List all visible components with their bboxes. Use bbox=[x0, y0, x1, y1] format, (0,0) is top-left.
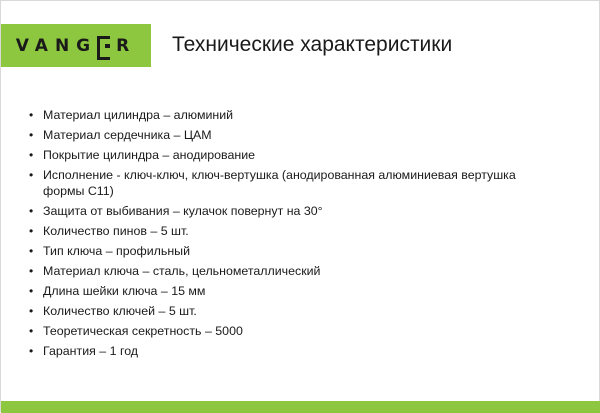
logo-text-start: VANG bbox=[15, 35, 98, 56]
page-title: Технические характеристики bbox=[172, 33, 453, 56]
logo-wordmark bbox=[16, 36, 136, 56]
spec-item: • Тип ключа – профильный bbox=[29, 243, 559, 259]
logo-text-end: R bbox=[116, 35, 137, 56]
spec-item: • Материал цилиндра – алюминий bbox=[29, 107, 559, 123]
spec-item: • Количество ключей – 5 шт. bbox=[29, 303, 559, 319]
spec-item: • Гарантия – 1 год bbox=[29, 343, 559, 359]
footer-accent-bar bbox=[1, 401, 600, 413]
spec-item: • Количество пинов – 5 шт. bbox=[29, 223, 559, 239]
brand-logo bbox=[1, 24, 151, 67]
spec-item: • Покрытие цилиндра – анодирование bbox=[29, 147, 559, 163]
spec-item: • Исполнение - ключ-ключ, ключ-вертушка (анодированная алюминиевая вертушка формы С11) bbox=[29, 167, 559, 199]
spec-item: • Материал сердечника – ЦАМ bbox=[29, 127, 559, 143]
logo-e-bracket-icon bbox=[97, 36, 109, 56]
spec-item: • Материал ключа – сталь, цельнометаллический bbox=[29, 263, 559, 279]
spec-item: • Защита от выбивания – кулачок повернут на 30° bbox=[29, 203, 559, 219]
spec-item: • Длина шейки ключа – 15 мм bbox=[29, 283, 559, 299]
specs-list bbox=[29, 107, 559, 363]
spec-item: • Теоретическая секретность – 5000 bbox=[29, 323, 559, 339]
